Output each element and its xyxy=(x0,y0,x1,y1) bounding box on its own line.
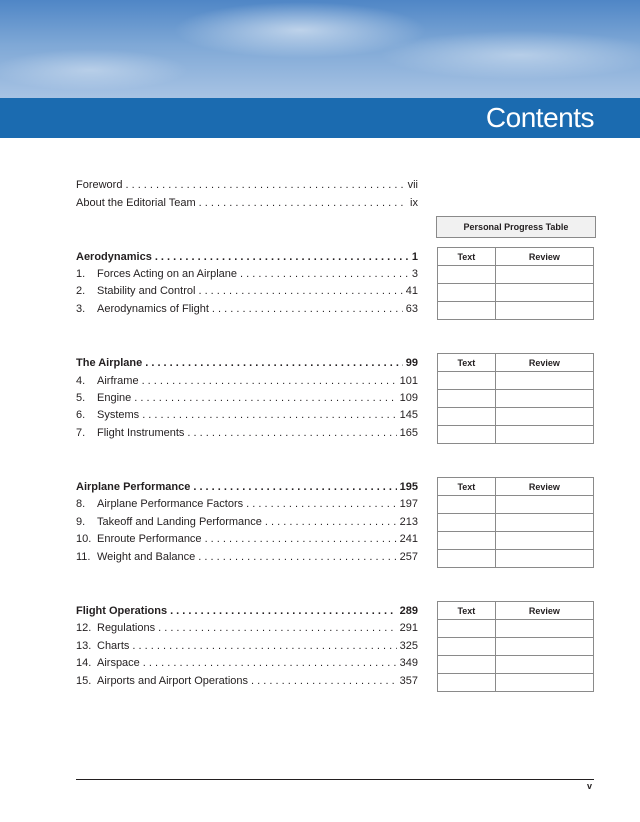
review-check-cell[interactable] xyxy=(495,372,593,390)
dot-leader xyxy=(134,390,396,406)
text-check-cell[interactable] xyxy=(438,514,496,532)
chapter-page: 241 xyxy=(399,533,418,545)
toc-section-title: Flight Operations xyxy=(76,605,168,617)
toc-section-page: 195 xyxy=(399,481,418,493)
text-column-header: Text xyxy=(438,478,496,496)
chapter-page: 101 xyxy=(399,375,418,387)
chapter-page: 165 xyxy=(399,427,418,439)
chapter-number: 12. xyxy=(76,622,92,634)
chapter-title: Engine xyxy=(97,392,132,404)
chapter-title: Forces Acting on an Airplane xyxy=(97,268,238,280)
review-check-cell[interactable] xyxy=(495,390,593,408)
toc-section-aerodynamics[interactable] xyxy=(76,249,418,265)
review-check-cell[interactable] xyxy=(495,426,593,444)
review-check-cell[interactable] xyxy=(495,302,593,320)
chapter-number: 4. xyxy=(76,375,86,387)
review-column-header: Review xyxy=(495,602,593,620)
review-check-cell[interactable] xyxy=(495,266,593,284)
chapter-page: 3 xyxy=(411,268,418,280)
chapter-number: 14. xyxy=(76,657,92,669)
text-check-cell[interactable] xyxy=(438,532,496,550)
progress-table-title: Personal Progress Table xyxy=(436,216,596,238)
chapter-title: Aerodynamics of Flight xyxy=(97,303,209,315)
chapter-number: 1. xyxy=(76,268,86,280)
text-check-cell[interactable] xyxy=(438,426,496,444)
chapter-number: 3. xyxy=(76,303,86,315)
toc-chapter[interactable] xyxy=(76,531,418,547)
chapter-page: 197 xyxy=(399,498,418,510)
review-column-header: Review xyxy=(495,248,593,266)
chapter-title: Systems xyxy=(97,409,140,421)
text-check-cell[interactable] xyxy=(438,638,496,656)
toc-section-title: Aerodynamics xyxy=(76,251,152,263)
dot-leader xyxy=(158,620,397,636)
dot-leader xyxy=(132,638,396,654)
chapter-title: Airplane Performance Factors xyxy=(97,498,244,510)
chapter-page: 357 xyxy=(399,675,418,687)
chapter-number: 5. xyxy=(76,392,86,404)
chapter-page: 349 xyxy=(399,657,418,669)
chapter-title: Weight and Balance xyxy=(97,551,196,563)
toc-entry-foreword[interactable] xyxy=(76,177,418,193)
toc-chapter[interactable] xyxy=(76,266,418,282)
footer-divider xyxy=(76,779,594,780)
chapter-page: 325 xyxy=(399,640,418,652)
toc-chapter[interactable] xyxy=(76,638,418,654)
dot-leader xyxy=(193,479,396,495)
text-check-cell[interactable] xyxy=(438,674,496,692)
chapter-page: 257 xyxy=(399,551,418,563)
chapter-page: 291 xyxy=(399,622,418,634)
toc-chapter[interactable] xyxy=(76,407,418,423)
progress-table-the-airplane xyxy=(437,353,594,444)
review-check-cell[interactable] xyxy=(495,550,593,568)
text-check-cell[interactable] xyxy=(438,408,496,426)
toc-section-title: Airplane Performance xyxy=(76,481,191,493)
toc-chapter[interactable] xyxy=(76,496,418,512)
toc-chapter[interactable] xyxy=(76,390,418,406)
dot-leader xyxy=(199,195,407,211)
text-check-cell[interactable] xyxy=(438,372,496,390)
toc-chapter[interactable] xyxy=(76,425,418,441)
review-check-cell[interactable] xyxy=(495,496,593,514)
progress-table-flight-operations xyxy=(437,601,594,692)
review-check-cell[interactable] xyxy=(495,284,593,302)
page-title: Contents xyxy=(485,102,594,133)
dot-leader xyxy=(212,301,403,317)
chapter-number: 7. xyxy=(76,427,86,439)
dot-leader xyxy=(170,603,397,619)
chapter-title: Airports and Airport Operations xyxy=(97,675,249,687)
toc-section-flight-operations[interactable] xyxy=(76,603,418,619)
dot-leader xyxy=(246,496,397,512)
text-check-cell[interactable] xyxy=(438,496,496,514)
toc-chapter[interactable] xyxy=(76,549,418,565)
toc-chapter[interactable] xyxy=(76,655,418,671)
chapter-number: 13. xyxy=(76,640,92,652)
text-check-cell[interactable] xyxy=(438,550,496,568)
chapter-number: 10. xyxy=(76,533,92,545)
footer-page-number: v xyxy=(586,781,592,791)
text-check-cell[interactable] xyxy=(438,390,496,408)
review-check-cell[interactable] xyxy=(495,656,593,674)
toc-chapter[interactable] xyxy=(76,673,418,689)
toc-section-title: The Airplane xyxy=(76,357,143,369)
chapter-number: 9. xyxy=(76,516,86,528)
review-check-cell[interactable] xyxy=(495,514,593,532)
toc-entry-editorial-team[interactable] xyxy=(76,195,418,211)
toc-chapter[interactable] xyxy=(76,283,418,299)
dot-leader xyxy=(265,514,397,530)
review-check-cell[interactable] xyxy=(495,532,593,550)
toc-section-page: 289 xyxy=(399,605,418,617)
chapter-title: Charts xyxy=(97,640,130,652)
chapter-title: Airframe xyxy=(97,375,139,387)
review-check-cell[interactable] xyxy=(495,408,593,426)
chapter-title: Stability and Control xyxy=(97,285,196,297)
text-column-header: Text xyxy=(438,354,496,372)
dot-leader xyxy=(198,283,402,299)
dot-leader xyxy=(187,425,396,441)
chapter-number: 6. xyxy=(76,409,86,421)
review-check-cell[interactable] xyxy=(495,674,593,692)
review-column-header: Review xyxy=(495,478,593,496)
progress-table-aerodynamics xyxy=(437,247,594,320)
review-check-cell[interactable] xyxy=(495,638,593,656)
chapter-number: 15. xyxy=(76,675,92,687)
toc-entry-page: ix xyxy=(410,197,418,209)
dot-leader xyxy=(240,266,409,282)
chapter-page: 145 xyxy=(399,409,418,421)
dot-leader xyxy=(155,249,409,265)
text-column-header: Text xyxy=(438,602,496,620)
dot-leader xyxy=(205,531,397,547)
dot-leader xyxy=(198,549,396,565)
chapter-page: 109 xyxy=(399,392,418,404)
text-check-cell[interactable] xyxy=(438,284,496,302)
text-column-header: Text xyxy=(438,248,496,266)
chapter-number: 11. xyxy=(76,551,91,563)
toc-entry-title: Foreword xyxy=(76,179,123,191)
toc-section-page: 1 xyxy=(411,251,418,263)
chapter-page: 63 xyxy=(405,303,418,315)
toc-chapter[interactable] xyxy=(76,373,418,389)
chapter-page: 41 xyxy=(405,285,418,297)
toc-section-page: 99 xyxy=(405,357,418,369)
review-column-header: Review xyxy=(495,354,593,372)
dot-leader xyxy=(125,177,404,193)
dot-leader xyxy=(142,407,396,423)
text-check-cell[interactable] xyxy=(438,620,496,638)
chapter-title: Flight Instruments xyxy=(97,427,185,439)
toc-chapter[interactable] xyxy=(76,514,418,530)
chapter-page: 213 xyxy=(399,516,418,528)
toc-chapter[interactable] xyxy=(76,301,418,317)
chapter-title: Airspace xyxy=(97,657,140,669)
chapter-title: Regulations xyxy=(97,622,156,634)
toc-section-airplane-performance[interactable] xyxy=(76,479,418,495)
review-check-cell[interactable] xyxy=(495,620,593,638)
dot-leader xyxy=(143,655,397,671)
dot-leader xyxy=(142,373,397,389)
toc-entry-page: vii xyxy=(407,179,418,191)
chapter-number: 2. xyxy=(76,285,86,297)
toc-chapter[interactable] xyxy=(76,620,418,636)
progress-table-airplane-performance xyxy=(437,477,594,568)
dot-leader xyxy=(145,355,403,371)
chapter-title: Takeoff and Landing Performance xyxy=(97,516,262,528)
chapter-title: Enroute Performance xyxy=(97,533,202,545)
dot-leader xyxy=(251,673,397,689)
toc-entry-title: About the Editorial Team xyxy=(76,197,196,209)
text-check-cell[interactable] xyxy=(438,302,496,320)
text-check-cell[interactable] xyxy=(438,266,496,284)
chapter-number: 8. xyxy=(76,498,86,510)
text-check-cell[interactable] xyxy=(438,656,496,674)
toc-section-the-airplane[interactable] xyxy=(76,355,418,371)
